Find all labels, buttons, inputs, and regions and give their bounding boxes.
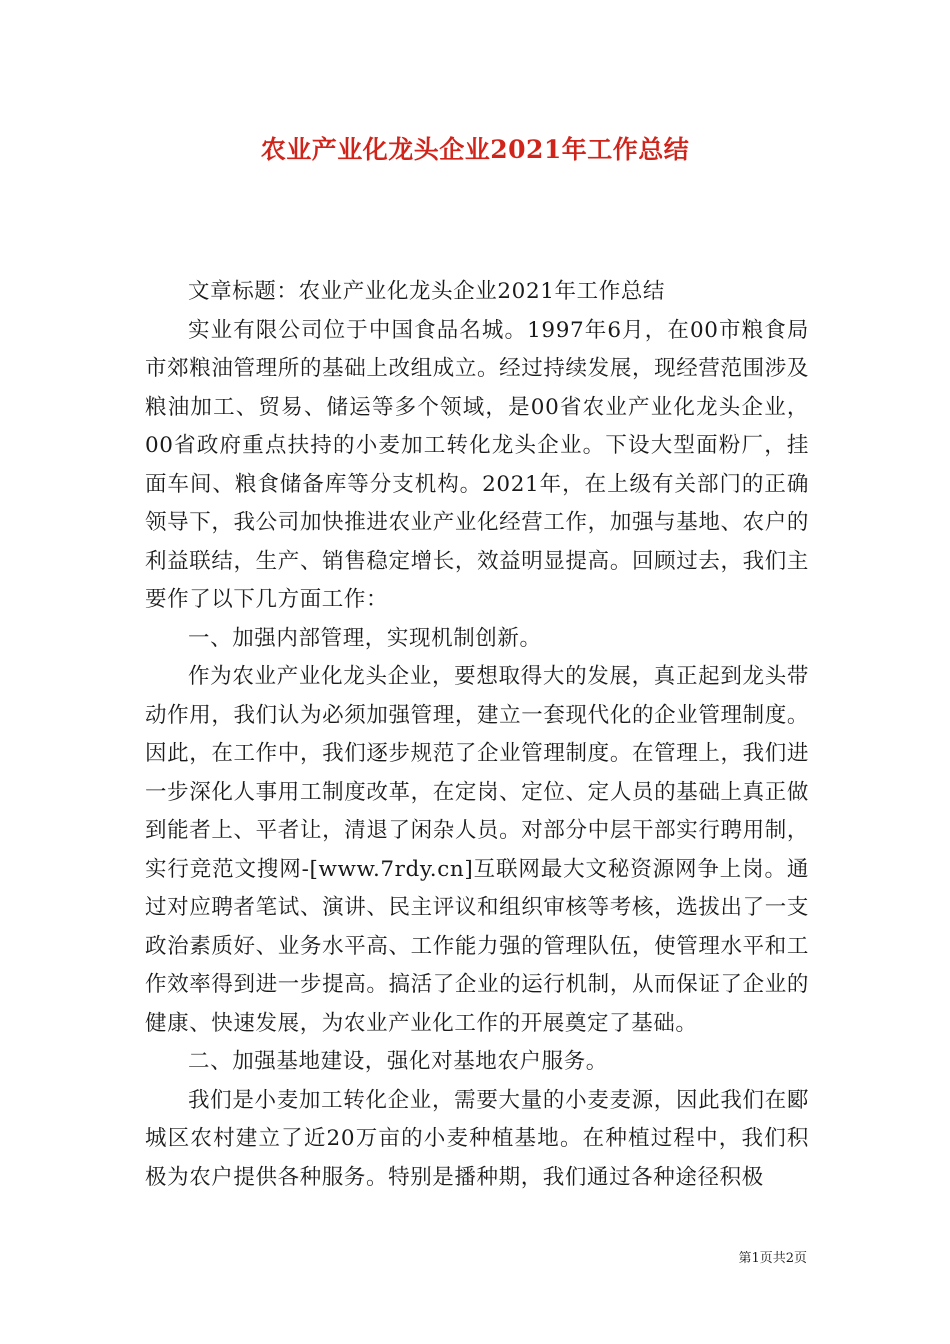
section-heading-2: 二、加强基地建设，强化对基地农户服务。 <box>188 1049 608 1074</box>
section-heading-1: 一、加强内部管理，实现机制创新。 <box>188 625 542 651</box>
page-number-footer: 第1页共2页 <box>738 1251 807 1266</box>
paragraph-management: 作为农业产业化龙头企业，要想取得大的发展，真正起到龙头带动作用，我们认为必须加强管理，建立一套现代化的企业管理制度。因此，在工作中，我们逐步规范了企业管理制度。在管理上，我们进一步深化人事用工制度改革，在定岗、定位、定人员的基础上真正做到能者上、平者让，清退了闲杂人员。对部分中层干部实行聘用制，实行竞范文搜网-[www.7rdy.cn]互联网最大文秘资源网争上岗。通过对应聘者笔试、演讲、民主评议和组织审核等考核，选拔出了一支政治素质好、业务水平高、工作能力强的管理队伍，使管理水平和工作效率得到进一步提高。搞活了企业的运行机制，从而保证了企业的健康、快速发展，为农业产业化工作的开展奠定了基础。 <box>145 664 809 1036</box>
paragraph-base-construction: 我们是小麦加工转化企业，需要大量的小麦麦源，因此我们在郾城区农村建立了近20万亩的小麦种植基地。在种植过程中，我们积极为农户提供各种服务。特别是播种期，我们通过各种途径积极 <box>145 1087 809 1190</box>
document-body <box>145 273 809 1197</box>
paragraph-company-intro: 实业有限公司位于中国食品名城。1997年6月，在00市粮食局市郊粮油管理所的基础上改组成立。经过持续发展，现经营范围涉及粮油加工、贸易、储运等多个领域，是00省农业产业化龙头企业，00省政府重点扶持的小麦加工转化龙头企业。下设大型面粉厂，挂面车间、粮食储备库等分支机构。2021年，在上级有关部门的正确领导下，我公司加快推进农业产业化经营工作，加强与基地、农户的利益联结，生产、销售稳定增长，效益明显提高。回顾过去，我们主要作了以下几方面工作： <box>145 317 809 612</box>
document-title: 农业产业化龙头企业2021年工作总结 <box>260 135 690 164</box>
paragraph-article-title: 文章标题：农业产业化龙头企业2021年工作总结 <box>188 279 666 304</box>
